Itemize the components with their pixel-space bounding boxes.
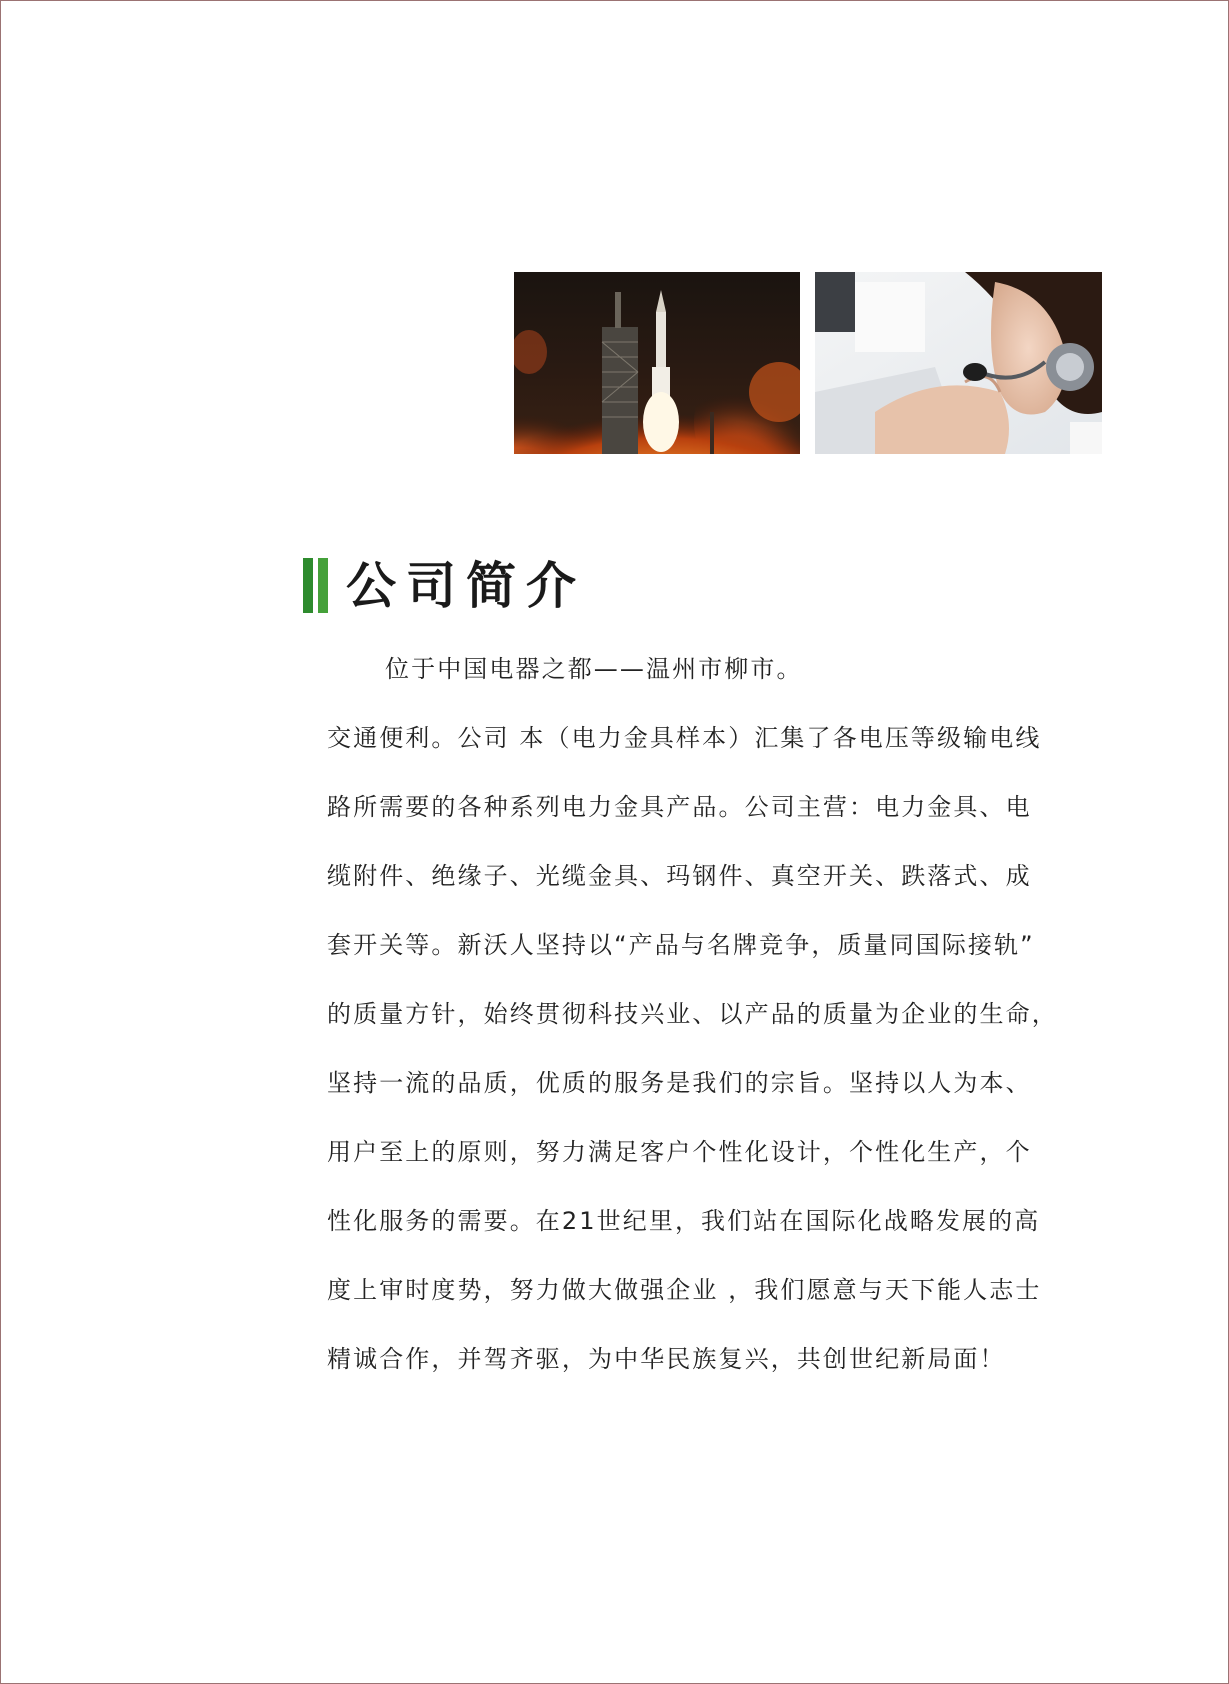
intro-paragraph-line: 缆附件、绝缘子、光缆金具、玛钢件、真空开关、跌落式、成 (327, 862, 1032, 890)
intro-paragraph-line: 交通便利。公司 本（电力金具样本）汇集了各电压等级输电线 (327, 724, 1042, 752)
intro-paragraph-line: 性化服务的需要。在21世纪里，我们站在国际化战略发展的高 (327, 1207, 1041, 1235)
intro-paragraph-line: 套开关等。新沃人坚持以“产品与名牌竞争，质量同国际接轨” (327, 931, 1035, 959)
heading-accent-bar (303, 558, 313, 613)
rocket-launch-image (514, 272, 800, 454)
intro-paragraph-line: 路所需要的各种系列电力金具产品。公司主营：电力金具、电 (327, 793, 1032, 821)
rocket-launch-photo (514, 272, 800, 454)
intro-paragraph-line: 坚持一流的品质，优质的服务是我们的宗旨。坚持以人为本、 (327, 1069, 1032, 1097)
section-title: 公司简介 (346, 556, 586, 615)
intro-paragraph-line: 的质量方针，始终贯彻科技兴业、以产品的质量为企业的生命， (327, 1000, 1058, 1028)
company-intro-body (327, 641, 1117, 1400)
heading-accent-bar (318, 558, 328, 613)
intro-paragraph-line: 精诚合作，并驾齐驱，为中华民族复兴，共创世纪新局面！ (327, 1345, 1006, 1373)
intro-paragraph-line: 度上审时度势，努力做大做强企业 ，我们愿意与天下能人志士 (327, 1276, 1042, 1304)
customer-service-photo (815, 272, 1102, 454)
intro-paragraph-line: 位于中国电器之都——温州市柳市。 (385, 655, 803, 683)
intro-paragraph-line: 用户至上的原则，努力满足客户个性化设计，个性化生产，个 (327, 1138, 1032, 1166)
customer-service-image (815, 272, 1102, 454)
